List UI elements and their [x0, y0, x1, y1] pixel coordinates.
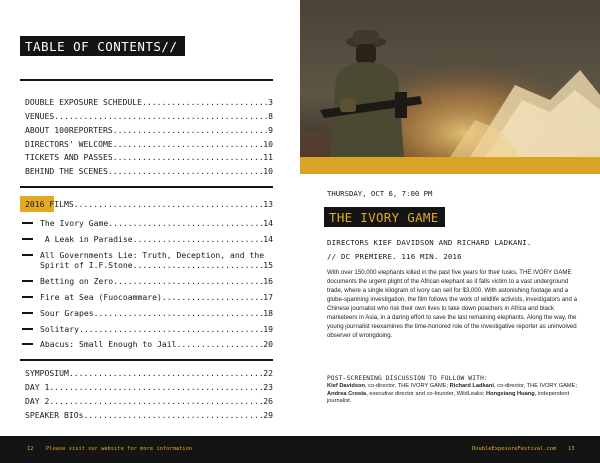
toc-item[interactable]	[25, 125, 273, 135]
dash-marker	[22, 343, 33, 345]
film-page: 15	[263, 260, 273, 270]
toc-item-title: ABOUT 100REPORTERS	[25, 125, 113, 135]
post-screening-title: POST-SCREENING DISCUSSION TO FOLLOW WITH:	[327, 375, 488, 382]
toc-item-title: VENUES	[25, 111, 55, 121]
film-page: 17	[263, 292, 273, 302]
left-page-number: 12	[27, 446, 34, 452]
credit-name: Andrea Crosta	[327, 390, 367, 397]
film-title: Sour Grapes	[40, 308, 94, 318]
film-entry[interactable]	[40, 292, 273, 302]
toc-item-title: DAY 1	[25, 382, 50, 392]
toc-item-page: 10	[263, 166, 273, 176]
film-entry[interactable]	[40, 308, 273, 318]
toc-item[interactable]	[25, 97, 273, 107]
film-title: Solitary	[40, 324, 79, 334]
toc-item[interactable]	[25, 368, 273, 378]
toc-item-title: BEHIND THE SCENES	[25, 166, 108, 176]
toc-item[interactable]	[25, 139, 273, 149]
accent-bar	[300, 157, 600, 174]
film-entry[interactable]	[40, 218, 273, 228]
toc-item[interactable]	[25, 111, 273, 121]
screening-date: THURSDAY, OCT 6, 7:00 PM	[327, 189, 433, 198]
toc-item-title: SYMPOSIUM	[25, 368, 69, 378]
film-title: Betting on Zero	[40, 276, 114, 286]
discussion-credits	[327, 383, 583, 406]
toc-item-page: 29	[263, 410, 273, 420]
film-entry[interactable]	[40, 276, 273, 286]
toc-item[interactable]	[25, 382, 273, 392]
toc-item-title: DIRECTORS' WELCOME	[25, 139, 113, 149]
film-entry[interactable]	[40, 339, 273, 349]
film-title: Abacus: Small Enough to Jail	[40, 339, 177, 349]
dash-marker	[22, 222, 33, 224]
toc-item-page: 9	[268, 125, 273, 135]
right-page-number: 13	[568, 446, 575, 452]
dash-marker	[22, 312, 33, 314]
film-description: With over 150,000 elephants killed in the past five years for their tusks, THE IVORY GAME documents the urgent plight of the African elephant as it falls victim to a vast underground trade, where a single kilogram of ivory can sell for $3,000. With astonishing footage and a globe-spanning investigation, the film follows the work of wildlife activists, investigators and a Chinese journalist who risk their own lives to take down poachers in Africa and black marketeers in Asia, in a daring effort to save the last remaining elephants. Along the way, the young journalist reexamines the time-honored role of the investigative reporter as uninvolved observer of wrongdoing.	[327, 269, 577, 339]
toc-title: TABLE OF CONTENTS//	[20, 36, 185, 56]
credit-role: , co-director, THE IVORY GAME;	[493, 383, 578, 389]
divider	[20, 359, 273, 361]
dash-marker	[22, 280, 33, 282]
dash-marker	[22, 238, 33, 240]
toc-item-title: SPEAKER BIOs	[25, 410, 84, 420]
toc-item-page: 8	[268, 111, 273, 121]
credit-role: , independent journalist.	[327, 390, 570, 404]
film-page: 14	[263, 234, 273, 244]
toc-item-page: 3	[268, 97, 273, 107]
film-page: 20	[263, 339, 273, 349]
film-title-cont: Spirit of I.F.Stone	[40, 260, 133, 270]
toc-item-page: 11	[263, 152, 273, 162]
premiere-line: // DC PREMIERE. 116 MIN. 2016	[327, 252, 462, 261]
film-entry[interactable]	[40, 250, 273, 270]
left-page	[0, 0, 300, 436]
film-page: 16	[263, 276, 273, 286]
toc-item-title: DAY 2	[25, 396, 50, 406]
divider	[20, 186, 273, 188]
toc-item[interactable]	[25, 410, 273, 420]
toc-item-page: 10	[263, 139, 273, 149]
toc-item[interactable]	[25, 152, 273, 162]
film-entry[interactable]	[40, 324, 273, 334]
film-title: A Leak in Paradise	[40, 234, 133, 244]
divider	[20, 79, 273, 81]
film-title: Fire at Sea (Fuocoammare)	[40, 292, 162, 302]
film-page: 19	[263, 324, 273, 334]
films-header-page: 13	[263, 199, 273, 209]
film-title: All Governments Lie: Truth, Deception, and the	[40, 250, 265, 260]
dash-marker	[22, 328, 33, 330]
film-page: 18	[263, 308, 273, 318]
website-note[interactable]: Please visit our website for more information	[46, 446, 193, 452]
credit-name: Hongxiang Huang	[486, 390, 535, 397]
films-header-title: 2016 FILMS	[25, 199, 74, 209]
films-header[interactable]	[25, 199, 273, 209]
hero-photo	[300, 0, 600, 157]
film-entry[interactable]	[40, 234, 273, 244]
toc-item-page: 26	[263, 396, 273, 406]
toc-item[interactable]	[25, 166, 273, 176]
dash-marker	[22, 254, 33, 256]
film-title-banner: THE IVORY GAME	[324, 207, 445, 227]
website-link[interactable]: DoubleExposureFestival.com	[472, 446, 557, 452]
toc-item[interactable]	[25, 396, 273, 406]
toc-item-page: 22	[263, 368, 273, 378]
toc-item-page: 23	[263, 382, 273, 392]
film-title: The Ivory Game	[40, 218, 109, 228]
toc-item-title: DOUBLE EXPOSURE SCHEDULE	[25, 97, 142, 107]
credit-name: Richard Ladkani	[449, 383, 494, 389]
credit-name: Kief Davidson	[327, 383, 365, 389]
toc-item-title: TICKETS AND PASSES	[25, 152, 113, 162]
ranger-with-ivory-image	[300, 0, 600, 157]
directors-line: DIRECTORS KIEF DAVIDSON AND RICHARD LADKANI.	[327, 238, 532, 247]
dash-marker	[22, 296, 33, 298]
film-page: 14	[263, 218, 273, 228]
credit-role: , executive director and co-founder, WildLeaks;	[366, 390, 487, 397]
credit-role: , co-director, THE IVORY GAME;	[364, 383, 450, 389]
